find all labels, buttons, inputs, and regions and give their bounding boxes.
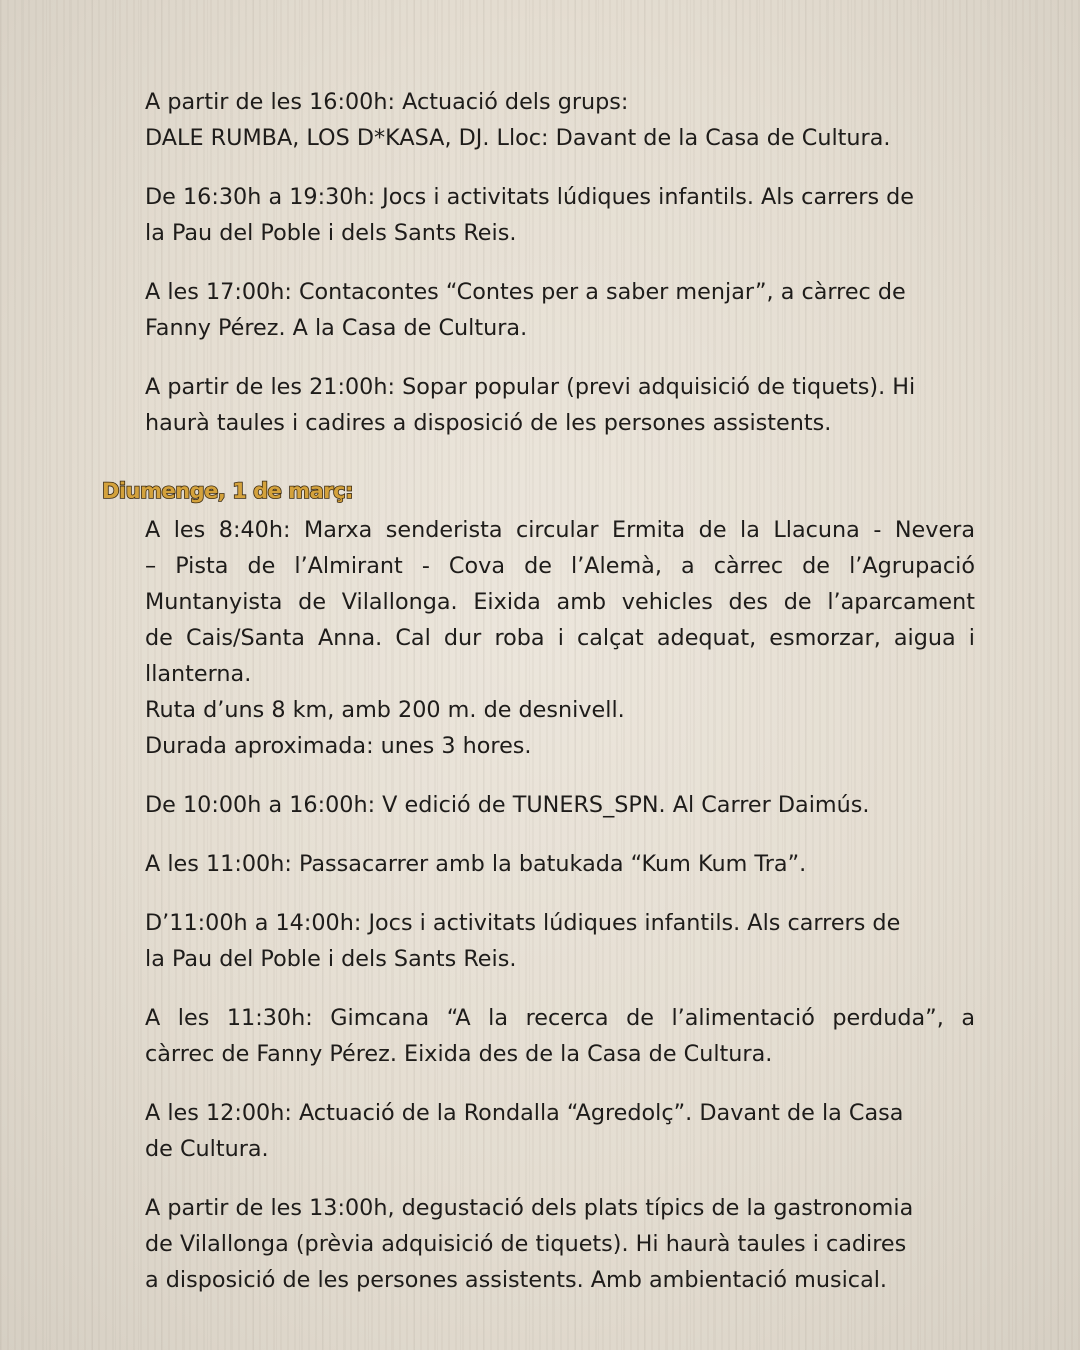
event-line: de Vilallonga (prèvia adquisició de tiquets). Hi haurà taules i cadires <box>145 1231 907 1257</box>
event-paragraph <box>145 84 975 156</box>
event-line: càrrec de Fanny Pérez. Eixida des de la Casa de Cultura. <box>145 1041 773 1067</box>
event-line: Durada aproximada: unes 3 hores. <box>145 733 532 759</box>
event-line: Ruta d’uns 8 km, amb 200 m. de desnivell. <box>145 697 625 723</box>
event-line: D’11:00h a 14:00h: Jocs i activitats lúdiques infantils. Als carrers de <box>145 910 901 936</box>
event-paragraph <box>145 179 975 251</box>
event-line: De 10:00h a 16:00h: V edició de TUNERS_SPN. Al Carrer Daimús. <box>145 792 870 818</box>
event-line: A les 11:00h: Passacarrer amb la batukada “Kum Kum Tra”. <box>145 851 807 877</box>
sunday-events <box>145 512 975 1298</box>
hike-paragraph <box>145 512 975 764</box>
event-line: Muntanyista de Vilallonga. Eixida amb vehicles des de l’aparcament <box>145 589 975 615</box>
event-line: A les 12:00h: Actuació de la Rondalla “Agredolç”. Davant de la Casa <box>145 1100 904 1126</box>
event-paragraph <box>145 1190 975 1298</box>
event-line: de Cais/Santa Anna. Cal dur roba i calçat adequat, esmorzar, aigua i <box>145 625 975 651</box>
event-line: de Cultura. <box>145 1136 269 1162</box>
event-line: llanterna. <box>145 661 252 687</box>
event-paragraph <box>145 1000 975 1072</box>
event-paragraph <box>145 274 975 346</box>
day-heading: Diumenge, 1 de març: <box>102 479 353 503</box>
event-paragraph <box>145 905 975 977</box>
event-line: A partir de les 13:00h, degustació dels plats típics de la gastronomia <box>145 1195 914 1221</box>
event-paragraph <box>145 787 975 823</box>
event-line: la Pau del Poble i dels Sants Reis. <box>145 946 517 972</box>
event-line: la Pau del Poble i dels Sants Reis. <box>145 220 517 246</box>
event-line: A partir de les 21:00h: Sopar popular (previ adquisició de tiquets). Hi <box>145 374 916 400</box>
event-line: A partir de les 16:00h: Actuació dels grups: <box>145 89 629 115</box>
event-paragraph <box>145 369 975 441</box>
event-line: De 16:30h a 19:30h: Jocs i activitats lúdiques infantils. Als carrers de <box>145 184 915 210</box>
saturday-events <box>145 84 975 464</box>
event-paragraph <box>145 1095 975 1167</box>
event-line: a disposició de les persones assistents. Amb ambientació musical. <box>145 1267 888 1293</box>
event-line: A les 11:30h: Gimcana “A la recerca de l’alimentació perduda”, a <box>145 1005 975 1031</box>
event-line: DALE RUMBA, LOS D*KASA, DJ. Lloc: Davant de la Casa de Cultura. <box>145 125 891 151</box>
event-paragraph <box>145 846 975 882</box>
event-line: Fanny Pérez. A la Casa de Cultura. <box>145 315 528 341</box>
event-line: haurà taules i cadires a disposició de les persones assistents. <box>145 410 832 436</box>
event-line: A les 8:40h: Marxa senderista circular Ermita de la Llacuna - Nevera <box>145 517 975 543</box>
event-line: – Pista de l’Almirant - Cova de l’Alemà, a càrrec de l’Agrupació <box>145 553 975 579</box>
event-line: A les 17:00h: Contacontes “Contes per a saber menjar”, a càrrec de <box>145 279 906 305</box>
